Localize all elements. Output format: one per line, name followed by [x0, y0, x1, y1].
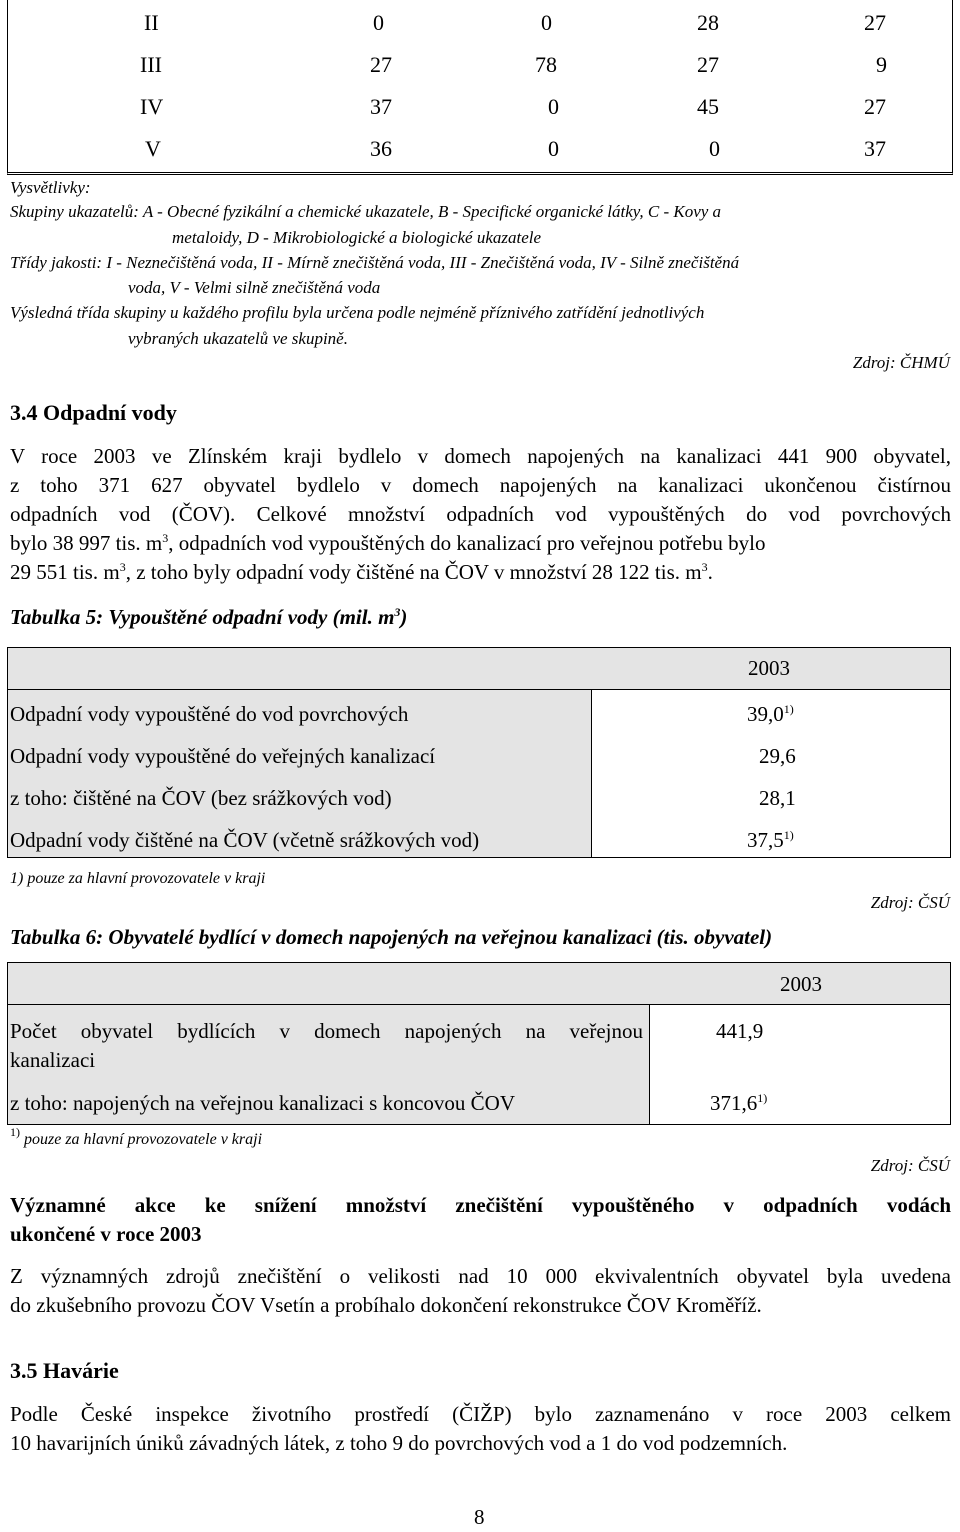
- source-chmu: Zdroj: ČHMÚ: [852, 353, 950, 372]
- value: 39,0: [747, 702, 784, 726]
- superscript: 1): [783, 828, 794, 842]
- cell-c: 28: [697, 10, 719, 35]
- cell-a: 0: [373, 10, 384, 35]
- paragraph-line: [10, 558, 713, 587]
- table5-row-value: [747, 826, 794, 855]
- table5-row-value: [747, 700, 794, 729]
- table6-value-column: [649, 1004, 951, 1125]
- legend-result-cont: vybraných ukazatelů ve skupině.: [128, 329, 348, 348]
- text-fragment: .: [707, 560, 713, 584]
- section-heading-odpadni-vody: 3.4 Odpadní vody: [10, 400, 177, 425]
- text-fragment: , z toho byly odpadní vody čištěné na ČOV v množství 28 122 tis. m: [125, 560, 702, 584]
- table6-row-value: 441,9: [716, 1019, 764, 1043]
- table-row: [8, 128, 952, 170]
- table5-title: [10, 605, 407, 630]
- paragraph-line: Podle České inspekce životního prostředí (ČIŽP) bylo zaznamenáno v roce 2003 celkem: [10, 1402, 951, 1426]
- legend-classes-cont: voda, V - Velmi silně znečištěná voda: [128, 278, 381, 297]
- class-label: II: [144, 10, 159, 35]
- cell-d: 27: [864, 94, 886, 119]
- paragraph-line: Z významných zdrojů znečištění o velikosti nad 10 000 ekvivalentních obyvatel byla uvedena: [10, 1264, 951, 1288]
- paragraph-line: odpadních vod (ČOV). Celkové množství odpadních vod vypouštěných do vod povrchových: [10, 502, 951, 526]
- superscript: 1): [10, 1125, 20, 1139]
- superscript: 1): [783, 702, 794, 716]
- cell-d: 37: [864, 136, 886, 161]
- table-row: [8, 2, 952, 44]
- note-text: pouze za hlavní provozovatele v kraji: [20, 1131, 263, 1148]
- cell-a: 27: [370, 52, 392, 77]
- table6-year: 2003: [780, 972, 822, 996]
- section-heading-havarie: 3.5 Havárie: [10, 1358, 119, 1383]
- table5-row-label: Odpadní vody čištěné na ČOV (včetně srážkových vod): [10, 828, 480, 852]
- legend-groups-cont: metaloidy, D - Mikrobiologické a biologické ukazatele: [172, 228, 542, 247]
- table5-note: 1) pouze za hlavní provozovatele v kraji: [10, 870, 266, 887]
- actions-heading-cont: ukončené v roce 2003: [10, 1222, 202, 1246]
- value: 37,5: [747, 828, 784, 852]
- legend-result: Výsledná třída skupiny u každého profilu byla určena podle nejméně příznivého zatřídění jednotlivých: [10, 303, 705, 322]
- source-csu: Zdroj: ČSÚ: [870, 893, 950, 912]
- cell-a: 36: [370, 136, 392, 161]
- table5-row-label: Odpadní vody vypouštěné do vod povrchových: [10, 702, 409, 726]
- cell-c: 27: [697, 52, 719, 77]
- text-fragment: 29 551 tis. m: [10, 560, 120, 584]
- table6-row-label: Počet obyvatel bydlících v domech napojených na veřejnou: [10, 1019, 643, 1043]
- superscript: 3: [701, 560, 708, 574]
- superscript: 3: [394, 605, 401, 619]
- table-row: [8, 86, 952, 128]
- cell-b: 0: [548, 94, 559, 119]
- superscript: 3: [162, 531, 169, 545]
- title-end: ): [400, 605, 408, 629]
- text-fragment: bylo 38 997 tis. m: [10, 531, 163, 555]
- text-fragment: , odpadních vod vypouštěných do kanalizací pro veřejnou potřebu bylo: [168, 531, 766, 555]
- class-label: IV: [140, 94, 164, 119]
- cell-c: 45: [697, 94, 719, 119]
- cell-c: 0: [709, 136, 720, 161]
- legend-classes: Třídy jakosti: I - Neznečištěná voda, II - Mírně znečištěná voda, III - Znečištěná voda, IV - Silně znečištěná: [10, 253, 740, 272]
- paragraph-line: 10 havarijních úniků závadných látek, z toho 9 do povrchových vod a 1 do vod podzemních.: [10, 1431, 788, 1455]
- cell-b: 0: [541, 10, 552, 35]
- paragraph-line: V roce 2003 ve Zlínském kraji bydlelo v domech napojených na kanalizaci 441 900 obyvatel,: [10, 444, 951, 468]
- paragraph-line: do zkušebního provozu ČOV Vsetín a probíhalo dokončení rekonstrukce ČOV Kroměříž.: [10, 1293, 762, 1317]
- class-label: III: [140, 52, 162, 77]
- table6-title: Tabulka 6: Obyvatelé bydlící v domech napojených na veřejnou kanalizaci (tis. obyvatel): [10, 925, 773, 949]
- table6-note: [10, 1125, 263, 1149]
- table6-row-value: [710, 1089, 767, 1118]
- table5-row-value: 28,1: [759, 786, 796, 810]
- cell-d: 27: [864, 10, 886, 35]
- table6-row-label: z toho: napojených na veřejnou kanalizaci s koncovou ČOV: [10, 1091, 516, 1115]
- table5-header: [7, 647, 951, 690]
- superscript: 1): [757, 1091, 768, 1105]
- table6-row-label-cont: kanalizaci: [10, 1048, 96, 1072]
- value: 371,6: [710, 1091, 758, 1115]
- cell-b: 0: [548, 136, 559, 161]
- legend-title: Vysvětlivky:: [10, 178, 91, 197]
- cell-a: 37: [370, 94, 392, 119]
- class-table: [7, 0, 953, 175]
- cell-d: 9: [876, 52, 887, 77]
- paragraph-line: z toho 371 627 obyvatel bydlelo v domech napojených na kanalizaci ukončenou čistírnou: [10, 473, 951, 497]
- source-csu: Zdroj: ČSÚ: [870, 1156, 950, 1175]
- legend-groups: Skupiny ukazatelů: A - Obecné fyzikální a chemické ukazatele, B - Specifické organické látky, C - Kovy a: [10, 202, 722, 221]
- title-text: Tabulka 5: Vypouštěné odpadní vody (mil. m: [10, 605, 395, 629]
- table-row: [8, 44, 952, 86]
- page-number: 8: [474, 1505, 485, 1529]
- superscript: 3: [119, 560, 126, 574]
- table5-row-label: Odpadní vody vypouštěné do veřejných kanalizací: [10, 744, 436, 768]
- cell-b: 78: [535, 52, 557, 77]
- actions-heading: Významné akce ke snížení množství znečištění vypouštěného v odpadních vodách: [10, 1193, 951, 1217]
- table5-year: 2003: [748, 656, 790, 680]
- table5-row-label: z toho: čištěné na ČOV (bez srážkových vod): [10, 786, 392, 810]
- table5-row-value: 29,6: [759, 744, 796, 768]
- paragraph-line: [10, 529, 951, 558]
- class-label: V: [145, 136, 161, 161]
